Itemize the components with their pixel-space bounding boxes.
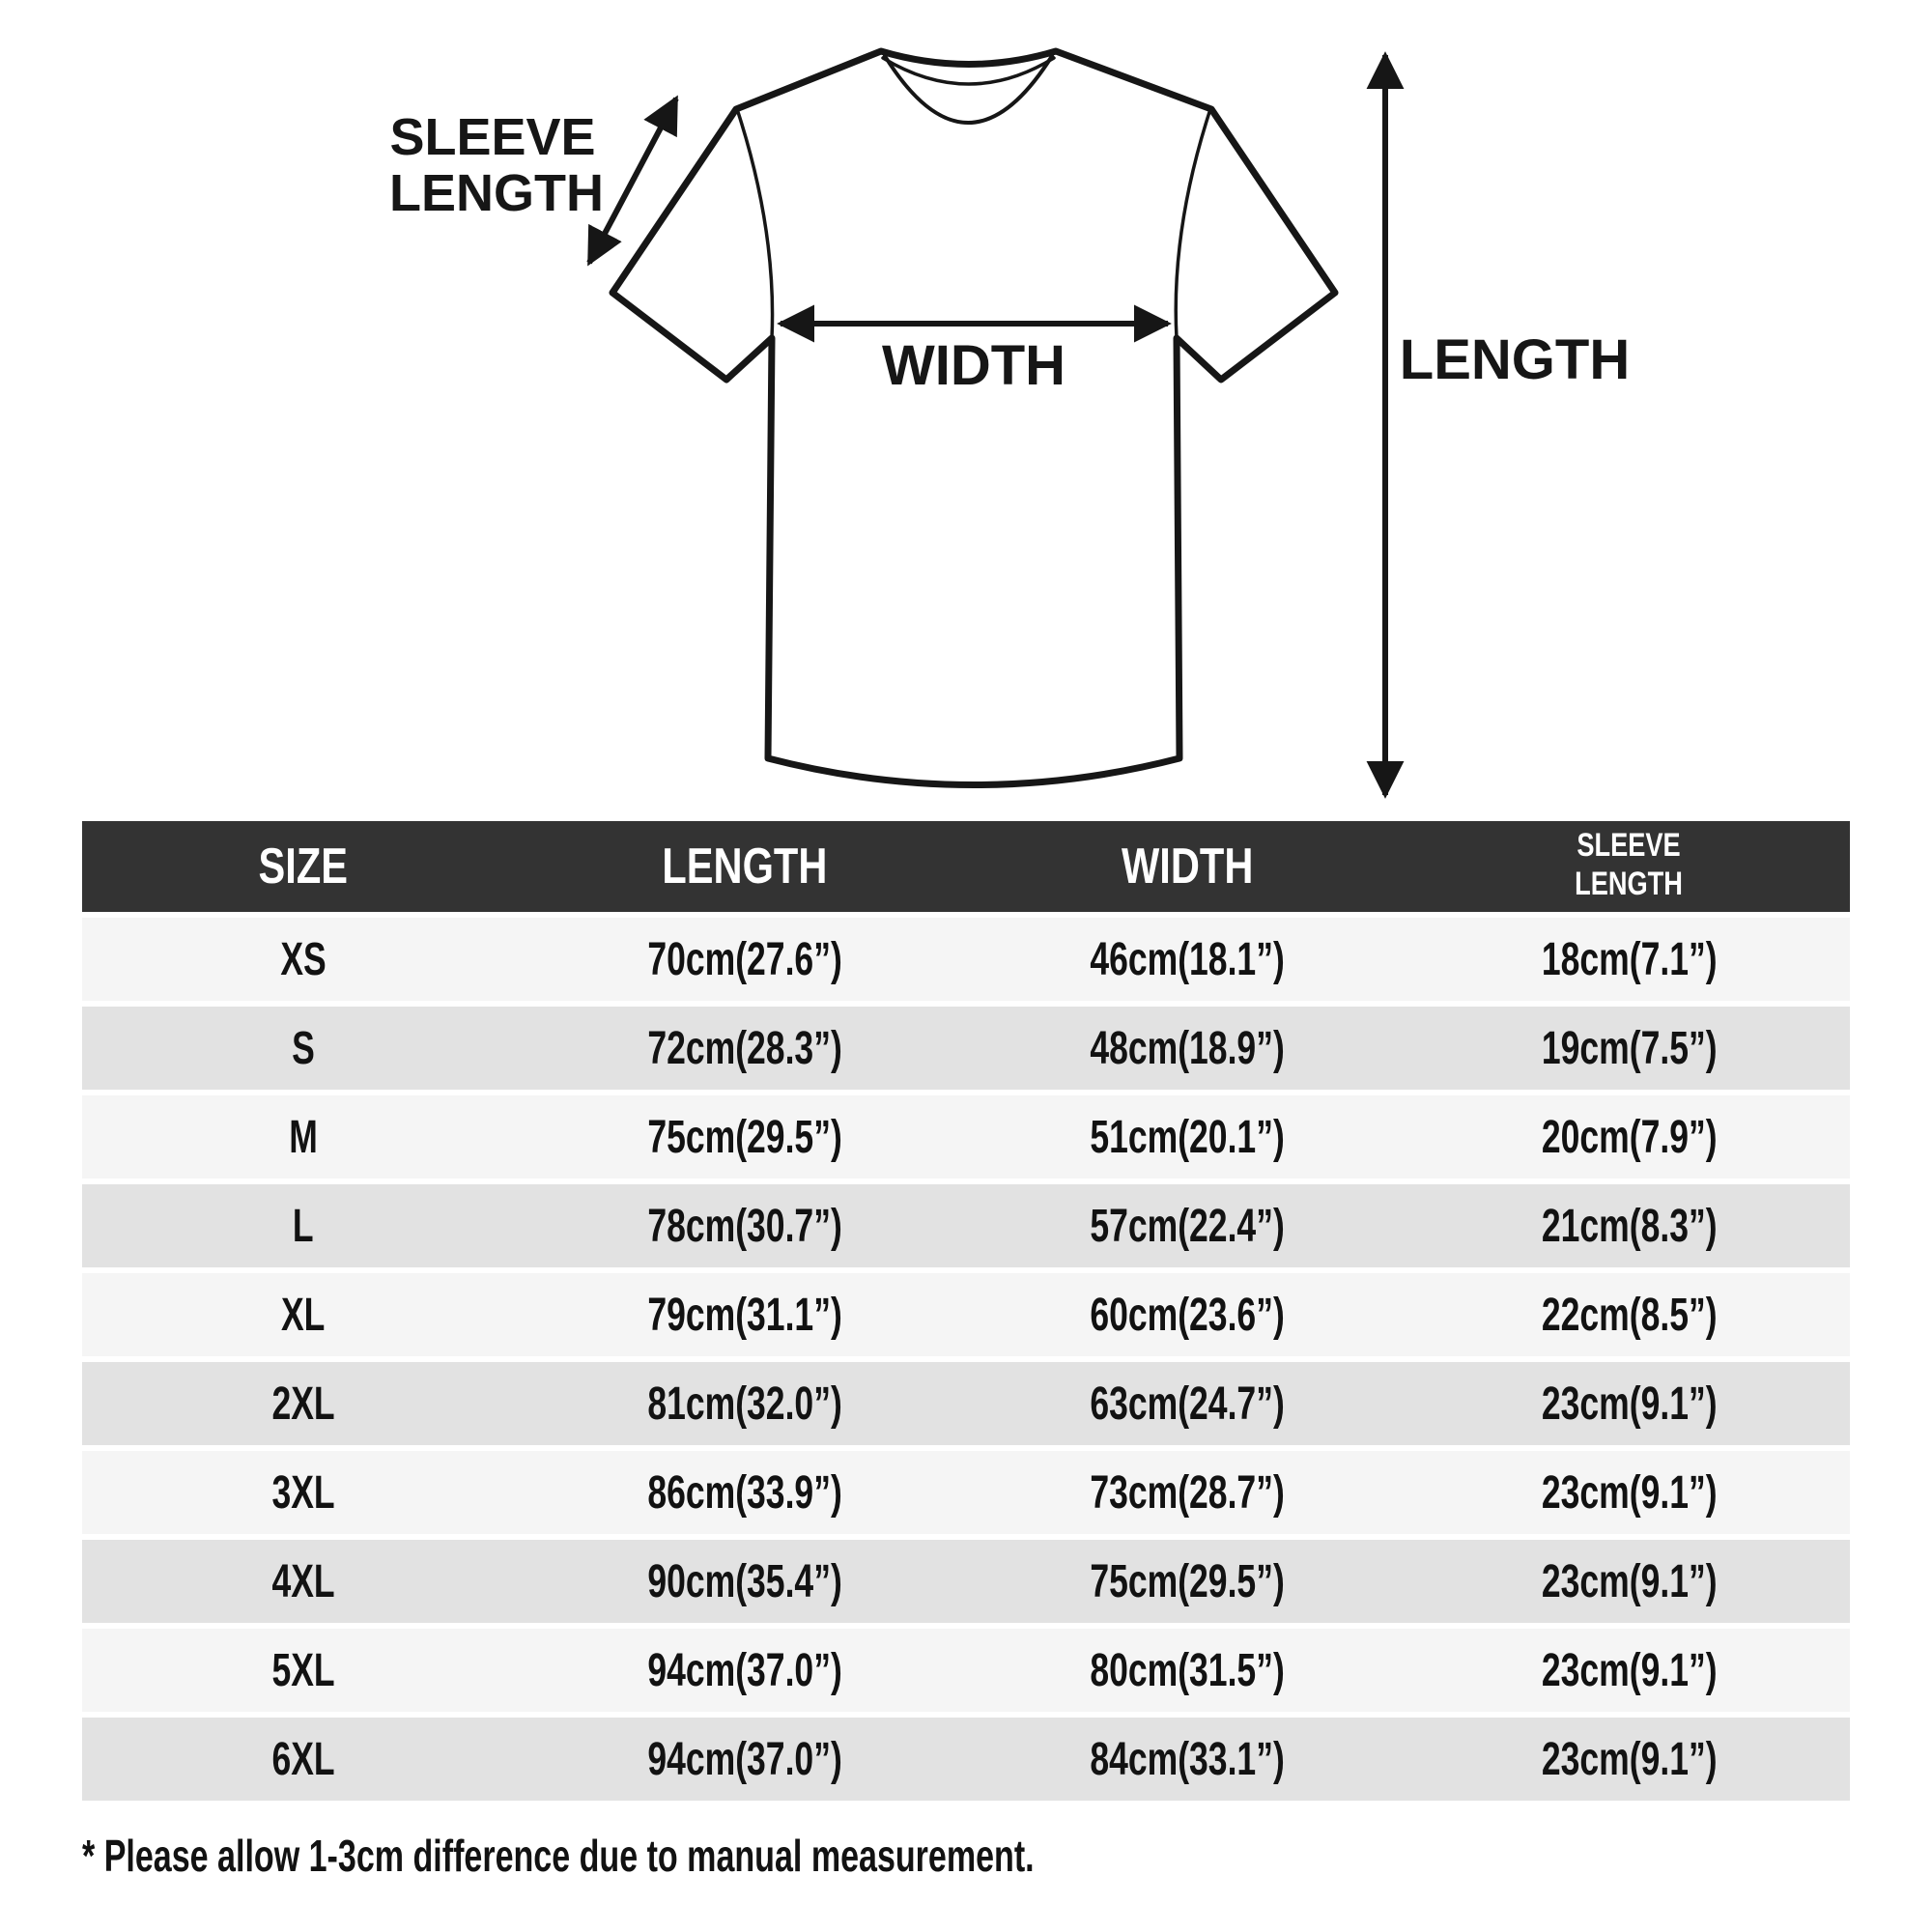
length-cell: 81cm(32.0”) bbox=[525, 1362, 967, 1445]
width-cell: 51cm(20.1”) bbox=[966, 1095, 1408, 1179]
tshirt-outline bbox=[612, 51, 1335, 785]
length-cell: 70cm(27.6”) bbox=[525, 918, 967, 1001]
length-label: LENGTH bbox=[1399, 328, 1631, 391]
size-cell: L bbox=[82, 1184, 525, 1267]
size-cell: M bbox=[82, 1095, 525, 1179]
width-cell: 80cm(31.5”) bbox=[966, 1629, 1408, 1712]
table-row-5xl bbox=[82, 1629, 1850, 1712]
table-row-m bbox=[82, 1095, 1850, 1179]
header-length: LENGTH bbox=[525, 821, 967, 912]
size-cell: 4XL bbox=[82, 1540, 525, 1623]
length-cell: 94cm(37.0”) bbox=[525, 1718, 967, 1801]
width-cell: 75cm(29.5”) bbox=[966, 1540, 1408, 1623]
size-cell: XL bbox=[82, 1273, 525, 1356]
header-width: WIDTH bbox=[966, 821, 1408, 912]
table-row-2xl bbox=[82, 1362, 1850, 1445]
header-sleeve-length: SLEEVE LENGTH bbox=[1408, 821, 1851, 912]
length-cell: 75cm(29.5”) bbox=[525, 1095, 967, 1179]
length-cell: 78cm(30.7”) bbox=[525, 1184, 967, 1267]
size-cell: 2XL bbox=[82, 1362, 525, 1445]
measurement-footnote: * Please allow 1-3cm difference due to manual measurement. bbox=[82, 1831, 1035, 1881]
width-cell: 48cm(18.9”) bbox=[966, 1007, 1408, 1090]
length-cell: 72cm(28.3”) bbox=[525, 1007, 967, 1090]
header-size: SIZE bbox=[82, 821, 525, 912]
size-cell: XS bbox=[82, 918, 525, 1001]
table-row-6xl bbox=[82, 1718, 1850, 1801]
table-row-xs bbox=[82, 918, 1850, 1001]
sleeve-cell: 21cm(8.3”) bbox=[1408, 1184, 1851, 1267]
table-header-row bbox=[82, 821, 1850, 912]
width-cell: 63cm(24.7”) bbox=[966, 1362, 1408, 1445]
sleeve-cell: 18cm(7.1”) bbox=[1408, 918, 1851, 1001]
length-cell: 90cm(35.4”) bbox=[525, 1540, 967, 1623]
sleeve-cell: 23cm(9.1”) bbox=[1408, 1629, 1851, 1712]
table-row-4xl bbox=[82, 1540, 1850, 1623]
sleeve-cell: 23cm(9.1”) bbox=[1408, 1362, 1851, 1445]
width-cell: 84cm(33.1”) bbox=[966, 1718, 1408, 1801]
sleeve-length-label-line2: LENGTH bbox=[389, 164, 604, 222]
width-cell: 73cm(28.7”) bbox=[966, 1451, 1408, 1534]
size-cell: 3XL bbox=[82, 1451, 525, 1534]
sleeve-cell: 19cm(7.5”) bbox=[1408, 1007, 1851, 1090]
sleeve-cell: 23cm(9.1”) bbox=[1408, 1540, 1851, 1623]
table-row-xl bbox=[82, 1273, 1850, 1356]
table-row-s bbox=[82, 1007, 1850, 1090]
sleeve-cell: 23cm(9.1”) bbox=[1408, 1451, 1851, 1534]
size-table bbox=[82, 815, 1850, 1806]
sleeve-cell: 23cm(9.1”) bbox=[1408, 1718, 1851, 1801]
size-cell: 5XL bbox=[82, 1629, 525, 1712]
sleeve-cell: 22cm(8.5”) bbox=[1408, 1273, 1851, 1356]
length-cell: 79cm(31.1”) bbox=[525, 1273, 967, 1356]
width-cell: 60cm(23.6”) bbox=[966, 1273, 1408, 1356]
table-row-l bbox=[82, 1184, 1850, 1267]
length-cell: 86cm(33.9”) bbox=[525, 1451, 967, 1534]
length-cell: 94cm(37.0”) bbox=[525, 1629, 967, 1712]
tshirt-measurement-diagram bbox=[0, 0, 1932, 821]
width-cell: 46cm(18.1”) bbox=[966, 918, 1408, 1001]
sleeve-cell: 20cm(7.9”) bbox=[1408, 1095, 1851, 1179]
size-cell: 6XL bbox=[82, 1718, 525, 1801]
width-label: WIDTH bbox=[881, 334, 1066, 397]
sleeve-length-label-line1: SLEEVE bbox=[389, 108, 596, 166]
table-row-3xl bbox=[82, 1451, 1850, 1534]
size-cell: S bbox=[82, 1007, 525, 1090]
width-cell: 57cm(22.4”) bbox=[966, 1184, 1408, 1267]
